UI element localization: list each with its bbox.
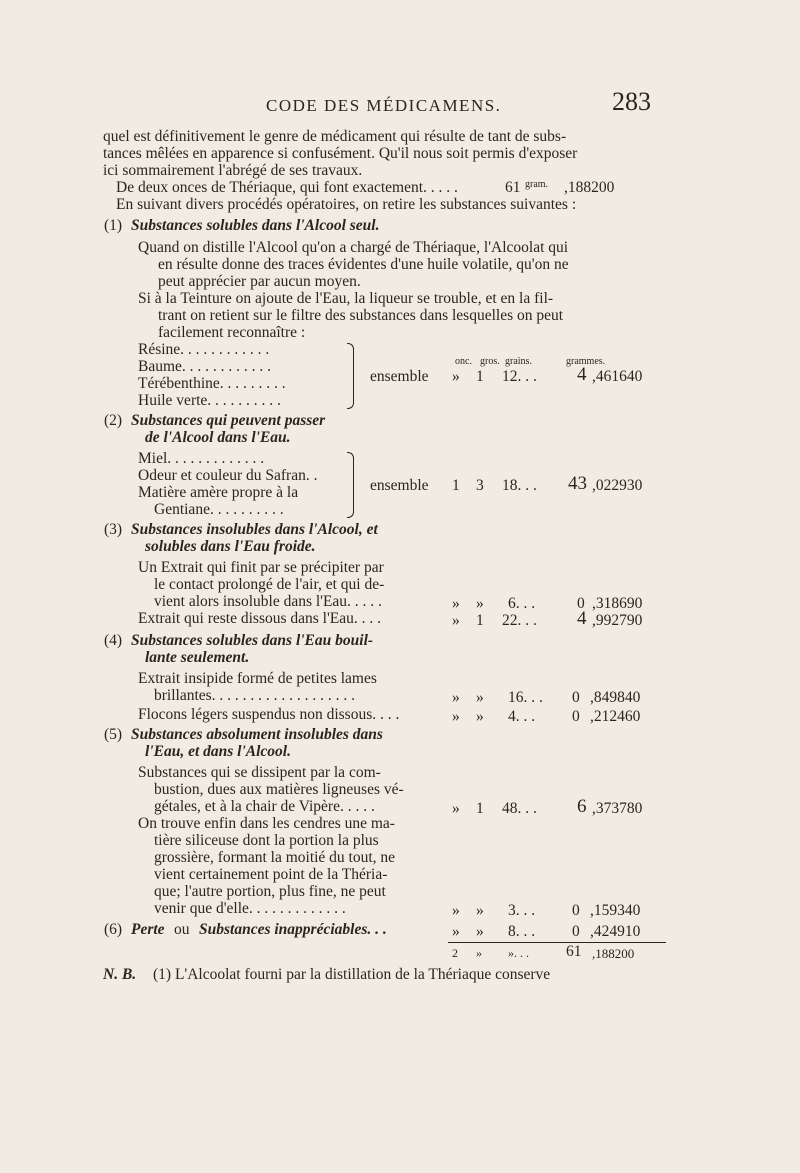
s5-row2-line: que; l'autre portion, plus fine, ne peut [154, 883, 386, 900]
s4-row1-onc: » [452, 689, 460, 706]
s1-title: Substances solubles dans l'Alcool seul. [131, 217, 380, 234]
s5-row1-gros: 1 [476, 800, 484, 817]
s5-num: (5) [104, 726, 123, 743]
sum-grains: ». . . [508, 946, 529, 960]
s4-row2-line: Flocons légers suspendus non dissous. . . . [138, 706, 400, 723]
s1-grains: 12. . . [502, 368, 537, 385]
s4-row1-gros: » [476, 689, 484, 706]
s2-item: Odeur et couleur du Safran. . [138, 467, 318, 484]
total-line-decimal: ,188200 [564, 179, 615, 196]
s3-row2-grammes: 4 [577, 608, 587, 629]
s4-row2-grammes: 0 [572, 708, 580, 725]
s5-row2-gros: » [476, 902, 484, 919]
s5-row2-line: On trouve enfin dans les cendres une ma- [138, 815, 395, 832]
s6-grammes: 0 [572, 923, 580, 940]
s4-row2-grains: 4. . . [508, 708, 536, 725]
total-line-value: 61 [505, 179, 521, 196]
suivant-line: En suivant divers procédés opératoires, on retire les substances suivantes : [116, 196, 577, 213]
col-header-onc: onc. [455, 356, 472, 367]
intro-line-3: ici sommairement l'abrégé de ses travaux. [103, 162, 363, 179]
s6-decimal: ,424910 [590, 923, 641, 940]
s1-ensemble: ensemble [370, 368, 429, 385]
total-line-text: De deux onces de Thériaque, qui font exactement. . . . . [116, 179, 458, 196]
s3-row1-line: Un Extrait qui finit par se précipiter par [138, 559, 384, 576]
s2-grains: 18. . . [502, 477, 537, 494]
s3-row2-onc: » [452, 612, 460, 629]
s6-onc: » [452, 923, 460, 940]
s4-row1-line: Extrait insipide formé de petites lames [138, 670, 377, 687]
s3-row2-line: Extrait qui reste dissous dans l'Eau. . . . [138, 610, 382, 627]
s5-row2-grammes: 0 [572, 902, 580, 919]
s2-title-2: de l'Alcool dans l'Eau. [145, 429, 291, 446]
s3-num: (3) [104, 521, 123, 538]
s1-para2-1: Si à la Teinture on ajoute de l'Eau, la liqueur se trouble, et en la fil- [138, 290, 554, 307]
sum-rule [448, 942, 666, 943]
s3-row1-grains: 6. . . [508, 595, 536, 612]
s4-row1-grains: 16. . . [508, 689, 543, 706]
s3-row2-grains: 22. . . [502, 612, 537, 629]
s1-num: (1) [104, 217, 123, 234]
s5-row1-line: gétales, et à la chair de Vipère. . . . . [154, 798, 375, 815]
s5-row1-grains: 48. . . [502, 800, 537, 817]
s6-grains: 8. . . [508, 923, 536, 940]
footnote-nb: N. B. [103, 966, 137, 983]
s5-row1-grammes: 6 [577, 796, 587, 817]
s2-ensemble: ensemble [370, 477, 429, 494]
sum-gros: » [476, 946, 482, 960]
s5-title-1: Substances absolument insolubles dans [131, 726, 383, 743]
col-header-grammes: grammes. [566, 356, 606, 367]
s1-onc: » [452, 368, 460, 385]
s1-para2-3: facilement reconnaître : [158, 324, 306, 341]
s3-row1-onc: » [452, 595, 460, 612]
s6-gros: » [476, 923, 484, 940]
s1-para1-3: peut apprécier par aucun moyen. [158, 273, 361, 290]
s2-brace [347, 452, 354, 518]
s3-row1-line: le contact prolongé de l'air, et qui de- [154, 576, 385, 593]
s3-row1-line: vient alors insoluble dans l'Eau. . . . . [154, 593, 382, 610]
s5-title-2: l'Eau, et dans l'Alcool. [145, 743, 291, 760]
s6-title-perte: Perte [131, 921, 165, 938]
s2-item: Miel. . . . . . . . . . . . . [138, 450, 265, 467]
s5-row2-line: grossière, formant la moitié du tout, ne [154, 849, 396, 866]
s2-title-1: Substances qui peuvent passer [131, 412, 326, 429]
sum-onc: 2 [452, 946, 458, 960]
s3-row2-gros: 1 [476, 612, 484, 629]
s5-row2-grains: 3. . . [508, 902, 536, 919]
s4-row2-decimal: ,212460 [590, 708, 641, 725]
s2-item: Matière amère propre à la [138, 484, 299, 501]
s5-row1-onc: » [452, 800, 460, 817]
s2-gros: 3 [476, 477, 484, 494]
s1-para2-2: trant on retient sur le filtre des substances dans lesquelles on peut [158, 307, 564, 324]
s4-title-2: lante seulement. [145, 649, 250, 666]
intro-line-1: quel est définitivement le genre de médicament qui résulte de tant de subs- [103, 128, 567, 145]
s1-para1-1: Quand on distille l'Alcool qu'on a chargé de Thériaque, l'Alcoolat qui [138, 239, 569, 256]
running-head: CODE DES MÉDICAMENS. [266, 96, 502, 115]
s4-row2-onc: » [452, 708, 460, 725]
s4-row1-grammes: 0 [572, 689, 580, 706]
s4-num: (4) [104, 632, 123, 649]
s5-row2-line: venir que d'elle. . . . . . . . . . . . . [154, 900, 346, 917]
s6-title-ou: ou [174, 921, 190, 938]
sum-grammes: 61 [566, 943, 582, 960]
s5-row1-line: bustion, dues aux matières ligneuses vé- [154, 781, 404, 798]
s1-decimal: ,461640 [592, 368, 643, 385]
page-number: 283 [612, 87, 651, 116]
s5-row1-decimal: ,373780 [592, 800, 643, 817]
s3-title-2: solubles dans l'Eau froide. [145, 538, 316, 555]
col-header-gros: gros. [480, 356, 500, 367]
s1-gros: 1 [476, 368, 484, 385]
s1-brace [347, 343, 354, 409]
s5-row2-decimal: ,159340 [590, 902, 641, 919]
s5-row2-line: tière siliceuse dont la portion la plus [154, 832, 379, 849]
s2-item: Gentiane. . . . . . . . . . [154, 501, 284, 518]
s6-title-substances: Substances inappréciables. . . [199, 921, 387, 938]
s2-onc: 1 [452, 477, 460, 494]
s3-row1-gros: » [476, 595, 484, 612]
col-header-grains: grains. [505, 356, 532, 367]
s1-item: Baume. . . . . . . . . . . . [138, 358, 272, 375]
s4-row2-gros: » [476, 708, 484, 725]
s1-item: Résine. . . . . . . . . . . . [138, 341, 270, 358]
s1-item: Térébenthine. . . . . . . . . [138, 375, 286, 392]
s6-num: (6) [104, 921, 123, 938]
footnote-text: (1) L'Alcoolat fourni par la distillation de la Thériaque conserve [153, 966, 551, 983]
total-line-unit: gram. [525, 179, 549, 190]
s5-row2-onc: » [452, 902, 460, 919]
s1-para1-2: en résulte donne des traces évidentes d'une huile volatile, qu'on ne [158, 256, 569, 273]
s4-row1-line: brillantes. . . . . . . . . . . . . . . . . . . [154, 687, 356, 704]
sum-decimal: ,188200 [592, 946, 635, 961]
s3-row2-decimal: ,992790 [592, 612, 643, 629]
s2-decimal: ,022930 [592, 477, 643, 494]
s5-row2-line: vient certainement point de la Théria- [154, 866, 388, 883]
intro-line-2: tances mêlées en apparence si confusément. Qu'il nous soit permis d'exposer [103, 145, 578, 162]
s2-num: (2) [104, 412, 123, 429]
s1-item: Huile verte. . . . . . . . . . [138, 392, 281, 409]
s4-row1-decimal: ,849840 [590, 689, 641, 706]
s2-grammes: 43 [568, 473, 587, 494]
s3-row1-grammes: 0 [577, 595, 585, 612]
s1-grammes: 4 [577, 364, 587, 385]
s3-title-1: Substances insolubles dans l'Alcool, et [131, 521, 378, 538]
s3-row1-decimal: ,318690 [592, 595, 643, 612]
s4-title-1: Substances solubles dans l'Eau bouil- [131, 632, 374, 649]
s5-row1-line: Substances qui se dissipent par la com- [138, 764, 381, 781]
